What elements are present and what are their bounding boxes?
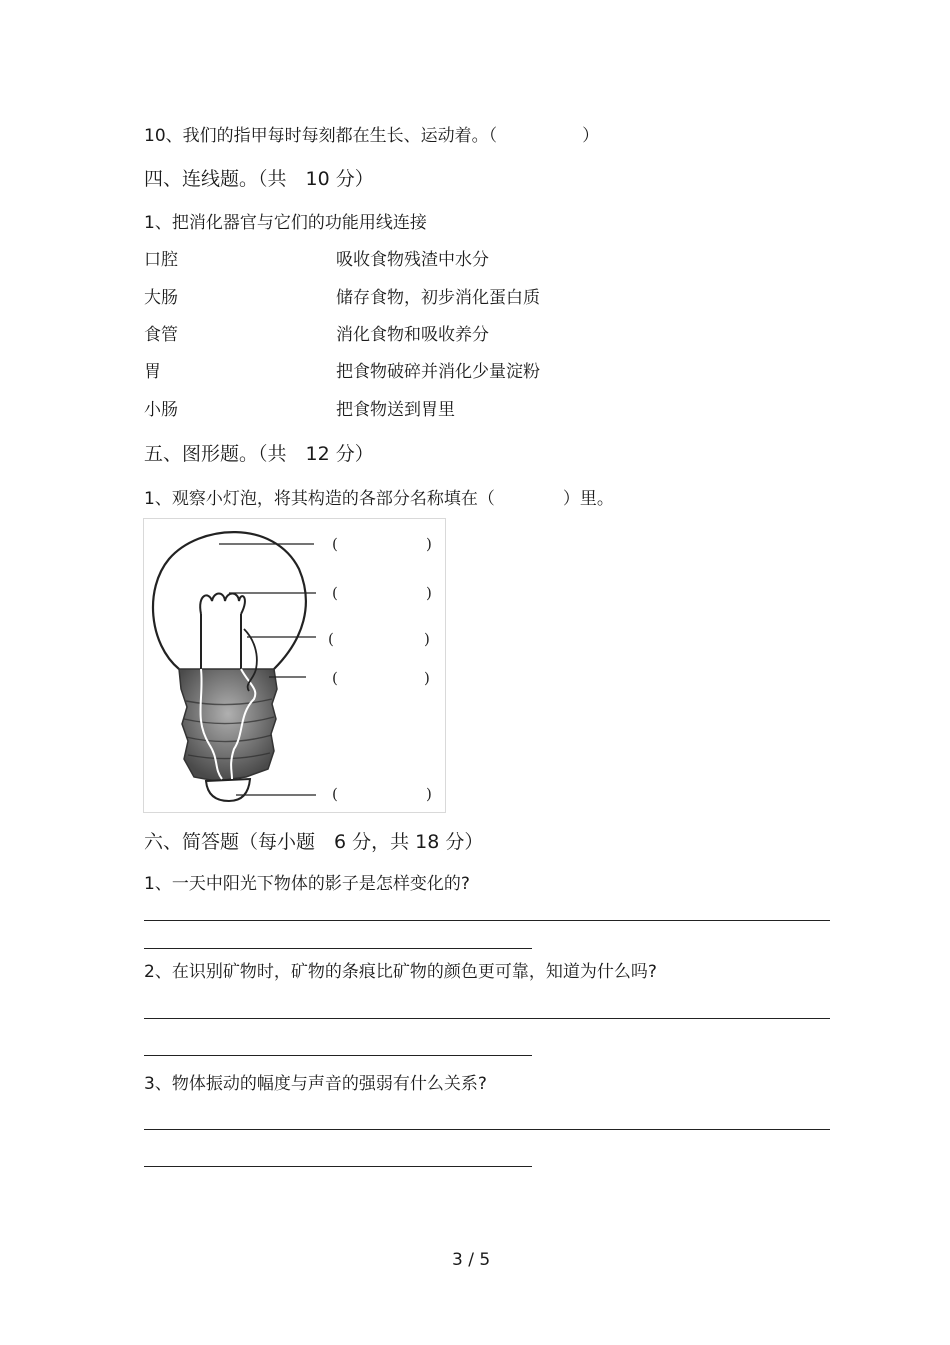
answer-bracket-open: ( [332, 669, 338, 687]
short-answer-question: 1、一天中阳光下物体的影子是怎样变化的? [144, 874, 470, 894]
answer-line[interactable] [144, 1018, 830, 1019]
answer-bracket-open: ( [332, 785, 338, 803]
question-10: 10、我们的指甲每时每刻都在生长、运动着。（ ） [144, 126, 600, 146]
function-label: 储存食物，初步消化蛋白质 [336, 288, 540, 308]
section-4-heading: 四、连线题。（共 10 分） [144, 168, 374, 190]
metal-base-shape [179, 669, 277, 781]
page-number: 3 / 5 [452, 1250, 491, 1270]
answer-line[interactable] [144, 1166, 532, 1167]
organ-label: 胃 [144, 362, 161, 382]
function-label: 把食物破碎并消化少量淀粉 [336, 362, 540, 382]
function-label: 吸收食物残渣中水分 [336, 250, 489, 270]
organ-label: 小肠 [144, 400, 178, 420]
light-bulb-diagram [144, 519, 445, 812]
answer-bracket-close: ) [424, 669, 430, 687]
function-label: 把食物送到胃里 [336, 400, 455, 420]
section-4-question-1: 1、把消化器官与它们的功能用线连接 [144, 213, 427, 233]
answer-bracket-close: ) [426, 785, 432, 803]
section-5-question-1: 1、观察小灯泡，将其构造的各部分名称填在（ ）里。 [144, 489, 614, 509]
filament-shape [200, 594, 245, 615]
answer-line[interactable] [144, 948, 532, 949]
answer-bracket-close: ) [424, 630, 430, 648]
organ-label: 食管 [144, 325, 178, 345]
organ-label: 大肠 [144, 288, 178, 308]
short-answer-question: 3、物体振动的幅度与声音的强弱有什么关系? [144, 1074, 487, 1094]
answer-line[interactable] [144, 1129, 830, 1130]
bottom-contact-shape [206, 779, 250, 801]
answer-bracket-close: ) [426, 535, 432, 553]
support-stem-shape [201, 614, 241, 669]
function-label: 消化食物和吸收养分 [336, 325, 489, 345]
section-5-heading: 五、图形题。（共 12 分） [144, 443, 374, 465]
section-6-heading: 六、简答题（每小题 6 分，共 18 分） [144, 831, 484, 853]
answer-bracket-close: ) [426, 584, 432, 602]
answer-line[interactable] [144, 1055, 532, 1056]
short-answer-question: 2、在识别矿物时，矿物的条痕比矿物的颜色更可靠，知道为什么吗? [144, 962, 657, 982]
light-bulb-figure [143, 518, 446, 813]
answer-line[interactable] [144, 920, 830, 921]
organ-label: 口腔 [144, 250, 178, 270]
glass-bulb-shape [153, 532, 306, 669]
answer-bracket-open: ( [332, 584, 338, 602]
answer-bracket-open: ( [332, 535, 338, 553]
answer-bracket-open: ( [328, 630, 334, 648]
